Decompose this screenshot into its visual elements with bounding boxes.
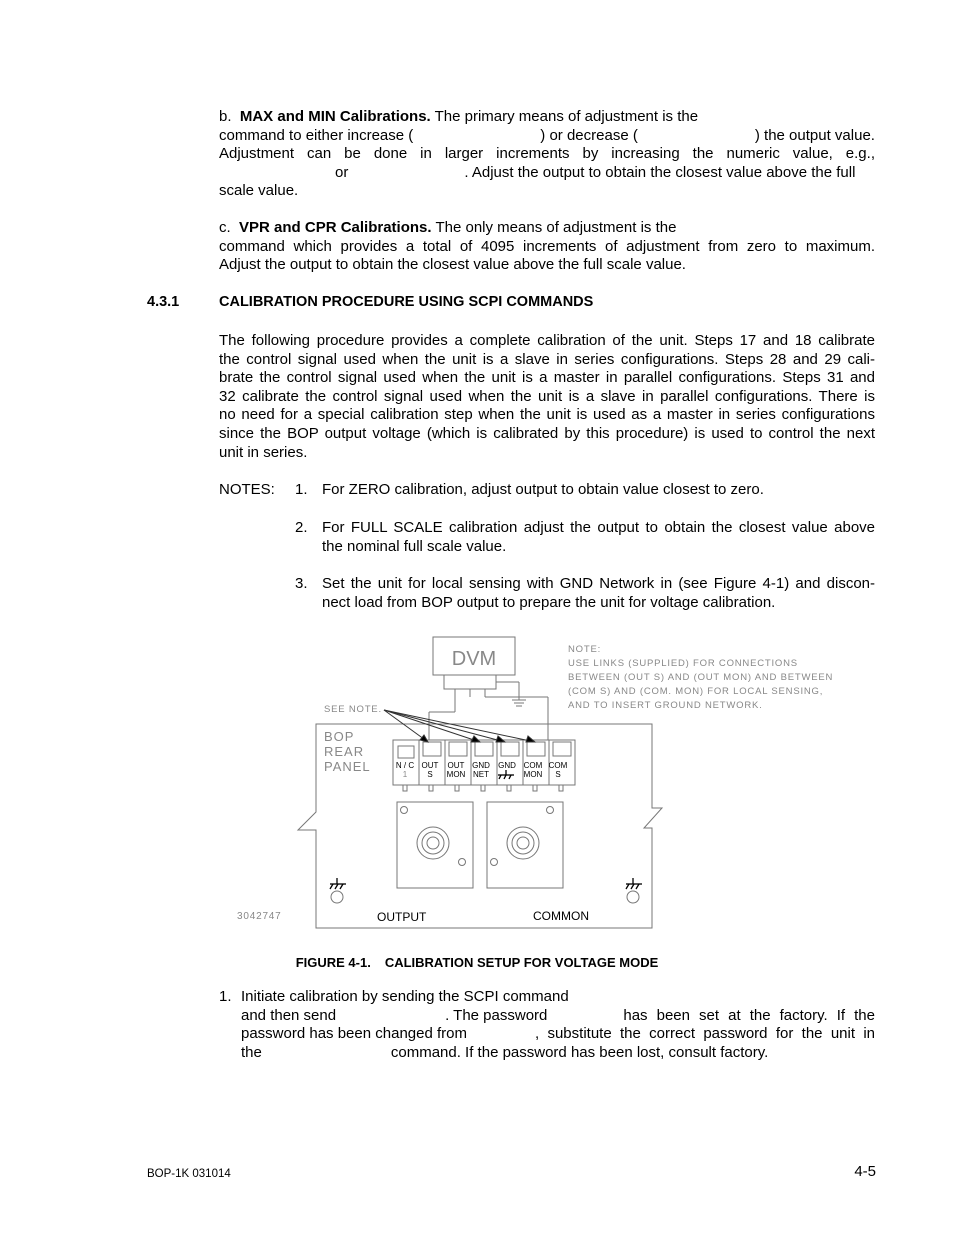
figure-caption — [0, 955, 954, 970]
step1-line4-a: the — [241, 1043, 262, 1061]
note-line: For FULL SCALE calibration adjust the output to obtain the closest value above — [322, 519, 875, 536]
step1-line2-b: . The password — [445, 1006, 548, 1024]
terminal-label-bottom: S — [427, 770, 433, 779]
section-title: CALIBRATION PROCEDURE USING SCPI COMMANDS — [219, 294, 594, 310]
figure-note-line: (COM S) AND (COM. MON) FOR LOCAL SENSING, — [568, 686, 824, 697]
output-connector — [397, 802, 473, 888]
note-line: the nominal full scale value. — [322, 537, 507, 555]
intro-line: brate the control signal used when the unit is a master in parallel configurations. Steps 31 and — [219, 369, 875, 387]
para-b-line3: Adjustment can be done in larger increments by increasing the numeric value, e.g., — [219, 145, 875, 163]
terminal-label-bottom: S — [555, 770, 561, 779]
panel-label-line: REAR — [324, 744, 365, 759]
note-line: Set the unit for local sensing with GND Network in (see Figure 4-1) and discon- — [322, 575, 875, 592]
terminal-label-top: OUT — [447, 761, 465, 770]
step1-line2-c: has been set at the factory. If the — [623, 1006, 875, 1024]
para-b-line5: scale value. — [219, 182, 299, 200]
intro-line: since the BOP output voltage (which is calibrated by this procedure) is used to control the next — [219, 424, 875, 442]
terminal-label-top: GND — [498, 761, 516, 770]
para-b-prefix: b. — [219, 108, 232, 125]
panel-label-line: PANEL — [324, 759, 371, 774]
terminal-label-bottom: MON — [523, 770, 543, 779]
para-b-line4-or: or — [335, 163, 349, 181]
output-label: OUTPUT — [377, 910, 427, 924]
figure-note-line: USE LINKS (SUPPLIED) FOR CONNECTIONS — [568, 658, 798, 669]
dvm-label: DVM — [451, 648, 497, 670]
note-number: 3. — [295, 575, 308, 592]
para-c-title: VPR and CPR Calibrations. — [239, 219, 432, 236]
step1-line3-b: , substitute the correct password for the unit in — [534, 1025, 875, 1043]
notes-label: NOTES: — [219, 481, 275, 498]
para-c-line1: The only means of adjustment is the — [435, 219, 677, 236]
note-number: 1. — [295, 481, 308, 498]
panel-label-line: BOP — [324, 729, 355, 744]
caption-number: FIGURE 4-1. — [295, 955, 371, 970]
step1-line3-a: password has been changed from — [241, 1025, 467, 1043]
intro-line: no need for a special calibration step when the unit is used as a master in series configurations — [219, 406, 875, 424]
terminal-label-top: OUT — [421, 761, 439, 770]
figure-note-line: AND TO INSERT GROUND NETWORK. — [568, 700, 763, 711]
terminal-label-bottom: 1 — [402, 770, 408, 779]
note-number: 2. — [295, 519, 308, 536]
chassis-ground-left — [331, 891, 343, 903]
dvm-lead-housing — [444, 675, 496, 689]
intro-line: the control signal used when the unit is a slave in series configurations. Steps 28 and 29 cali- — [219, 350, 875, 368]
terminal-label-bottom: NET — [473, 770, 489, 779]
intro-line: unit in series. — [219, 443, 308, 461]
note-line: nect load from BOP output to prepare the unit for voltage calibration. — [322, 593, 776, 611]
para-b-line4-b: . Adjust the output to obtain the closest value above the full — [464, 163, 856, 181]
common-label: COMMON — [533, 909, 589, 923]
para-c-line3: Adjust the output to obtain the closest value above the full scale value. — [219, 256, 686, 274]
page-number: 4-5 — [854, 1163, 876, 1180]
para-c-prefix: c. — [219, 219, 231, 236]
step1-line4-b: command. If the password has been lost, consult factory. — [390, 1043, 769, 1061]
common-connector — [487, 802, 563, 888]
caption-title: CALIBRATION SETUP FOR VOLTAGE MODE — [384, 955, 659, 970]
para-b-line2-c: ) the output value. — [754, 126, 875, 144]
figure-note-line: NOTE: — [568, 644, 602, 655]
step1-line2-a: and then send — [241, 1006, 337, 1024]
terminal-label-top: COM — [523, 761, 543, 770]
footer-document-id: BOP-1K 031014 — [147, 1168, 231, 1180]
terminal-label-top: N / C — [395, 761, 415, 770]
drawing-number: 3042747 — [237, 911, 282, 922]
section-number: 4.3.1 — [147, 294, 180, 310]
intro-line: The following procedure provides a complete calibration of the unit. Steps 17 and 18 calibrate — [219, 332, 875, 349]
terminal-label-top: GND — [472, 761, 490, 770]
terminal-label-top: COM — [548, 761, 568, 770]
chassis-ground-right — [627, 891, 639, 903]
step1-line1: Initiate calibration by sending the SCPI command — [241, 988, 569, 1005]
para-b-line1: The primary means of adjustment is the — [434, 108, 699, 125]
para-b-line2-a: command to either increase ( — [219, 126, 414, 144]
para-b-title: MAX and MIN Calibrations. — [239, 108, 431, 125]
step-number: 1. — [219, 988, 232, 1005]
note-line: For ZERO calibration, adjust output to obtain value closest to zero. — [322, 481, 764, 498]
terminal-label-bottom: MON — [446, 770, 466, 779]
figure-note-line: BETWEEN (OUT S) AND (OUT MON) AND BETWEEN — [568, 672, 834, 683]
intro-line: 32 calibrate the control signal used when the unit is a slave in parallel configurations. There is — [219, 387, 875, 405]
para-c-line2: command which provides a total of 4095 increments of adjustment from zero to maximum. — [219, 237, 875, 255]
see-note-label: SEE NOTE. — [324, 704, 382, 715]
para-b-line2-b: ) or decrease ( — [540, 126, 638, 144]
